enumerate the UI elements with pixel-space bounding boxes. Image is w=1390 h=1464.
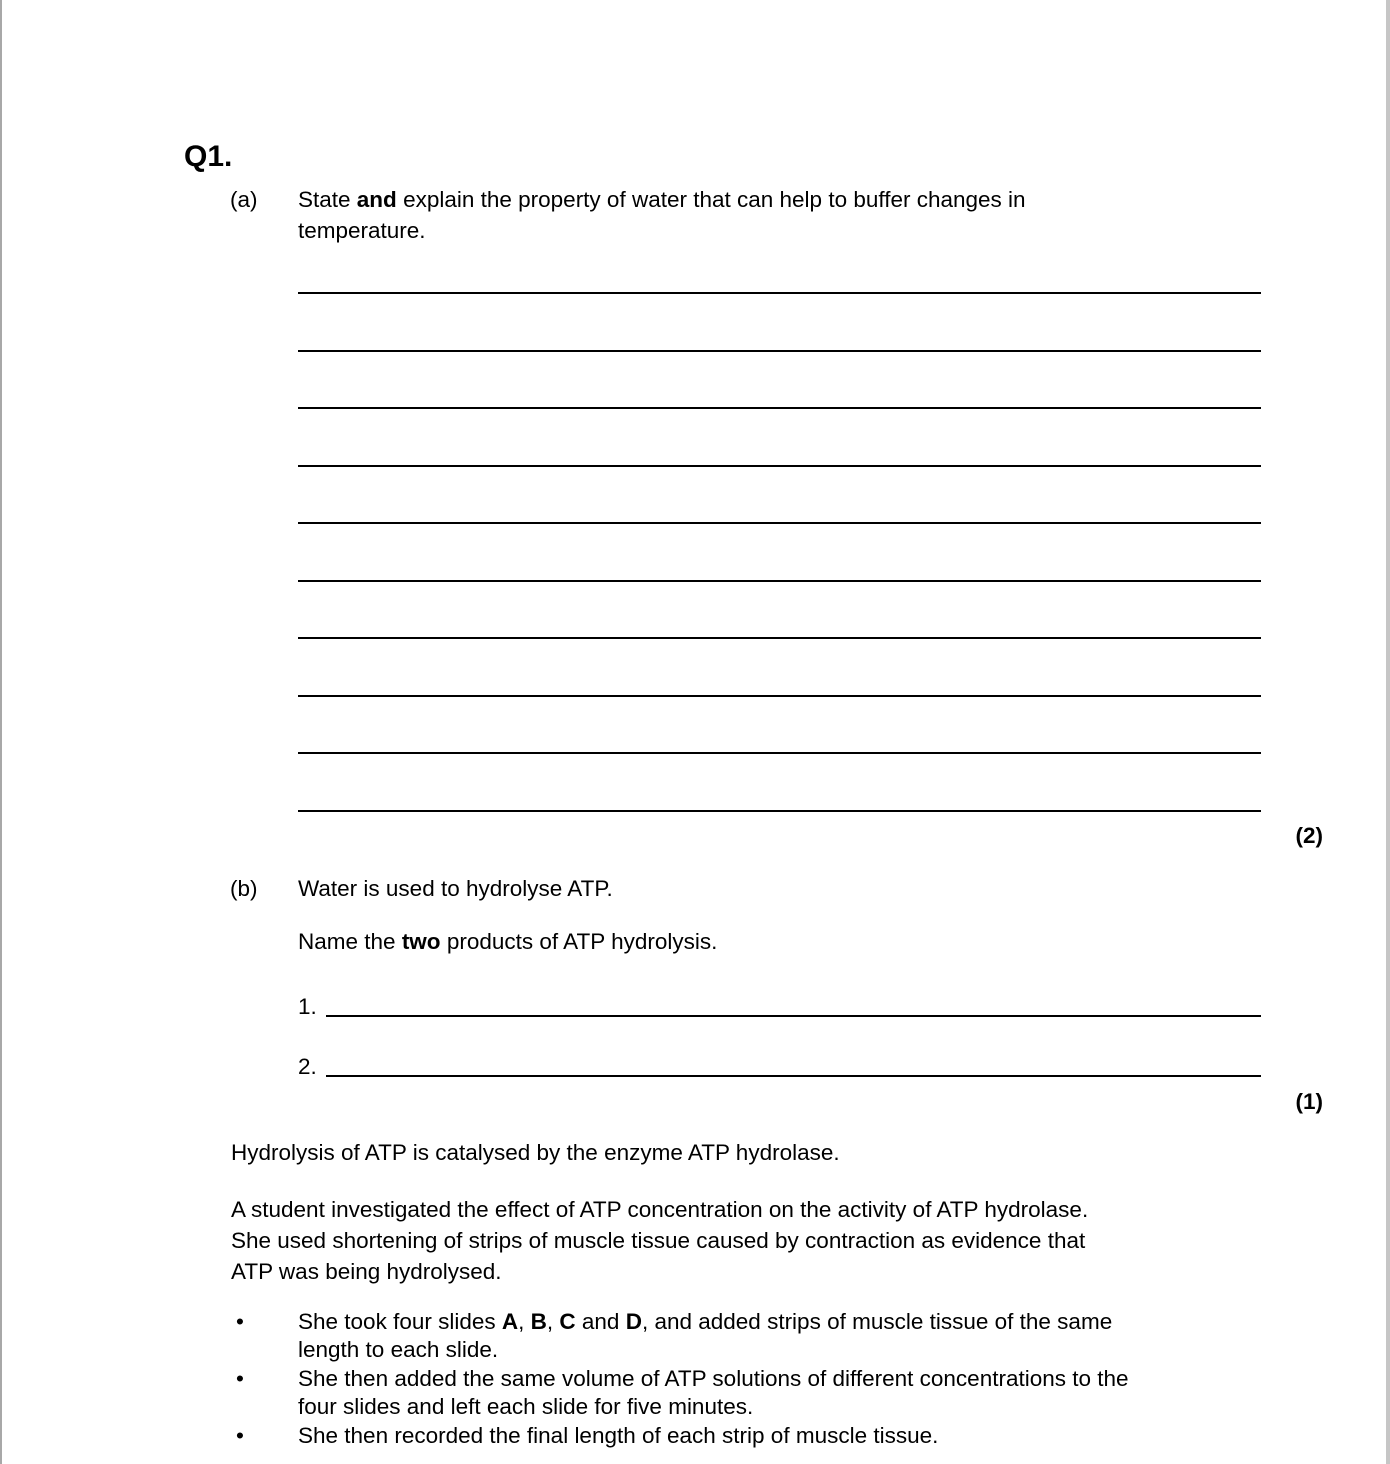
part-a-body: [298, 184, 1261, 812]
page-content: [2, 0, 1386, 1450]
bullet-marker: •: [236, 1308, 244, 1334]
answer-line: [298, 524, 1261, 582]
bullet-3-text: [298, 1422, 1323, 1451]
answer-line: [298, 582, 1261, 640]
bullet-item-2: [230, 1365, 1323, 1422]
answer-1-label: 1.: [298, 993, 317, 1019]
bullet-marker: •: [236, 1365, 244, 1391]
part-b-label: (b): [230, 875, 258, 901]
answer-2-label: 2.: [298, 1053, 317, 1079]
bullet-2-line-1: She then added the same volume of ATP solutions of different concentrations to the: [298, 1365, 1129, 1391]
stem-paragraph-line-1: A student investigated the effect of ATP concentration on the activity of ATP hydrolase.: [231, 1196, 1089, 1222]
part-b-intro: Water is used to hydrolyse ATP.: [298, 875, 613, 901]
answer-lines-group: [298, 246, 1261, 812]
part-b-prompt: Name the two products of ATP hydrolysis.: [298, 928, 718, 954]
bullet-1-line-1: She took four slides A, B, C and D, and added strips of muscle tissue of the same: [298, 1308, 1113, 1334]
answer-line: [298, 294, 1261, 352]
part-a-label: (a): [230, 187, 258, 212]
part-b-marks: (1): [1295, 1088, 1323, 1114]
bullet-item-3: [230, 1422, 1323, 1451]
bullet-2-line-2: four slides and left each slide for five minutes.: [298, 1394, 754, 1419]
part-a: [184, 184, 1323, 812]
part-a-marks: (2): [1295, 822, 1323, 848]
answer-line: [298, 352, 1261, 410]
answer-2-write-line: [326, 1051, 1261, 1077]
part-b: [184, 873, 1323, 1082]
bullet-item-1: [230, 1308, 1323, 1365]
part-a-prompt-line-1: State and explain the property of water that can help to buffer changes in: [298, 187, 1026, 212]
bullet-3-line-1: She then recorded the final length of each strip of muscle tissue.: [298, 1422, 939, 1448]
part-b-body: [298, 873, 1261, 1082]
bullet-list: [184, 1308, 1323, 1451]
stem-paragraph-line-3: ATP was being hydrolysed.: [231, 1258, 502, 1284]
answer-1-write-line: [326, 991, 1261, 1017]
stem-paragraph-line-2: She used shortening of strips of muscle tissue caused by contraction as evidence that: [231, 1227, 1086, 1253]
bullet-marker: •: [236, 1422, 244, 1448]
stem-paragraph: [231, 1194, 1323, 1287]
question-number: Q1.: [184, 140, 233, 173]
numbered-answer-1: [298, 991, 1261, 1022]
part-a-prompt-line-2: temperature.: [298, 218, 426, 243]
bullet-1-text: [298, 1308, 1323, 1365]
bullet-2-text: [298, 1365, 1323, 1422]
bullet-1-line-2: length to each slide.: [298, 1337, 499, 1362]
answer-line: [298, 409, 1261, 467]
part-a-prompt: [298, 184, 1261, 246]
question-stem: [184, 1137, 1323, 1287]
answer-line: [298, 697, 1261, 755]
answer-line: [298, 467, 1261, 525]
answer-line: [298, 246, 1261, 294]
answer-line: [298, 639, 1261, 697]
answer-line: [298, 754, 1261, 812]
stem-sentence: Hydrolysis of ATP is catalysed by the enzyme ATP hydrolase.: [231, 1139, 840, 1165]
numbered-answer-2: [298, 1051, 1261, 1082]
